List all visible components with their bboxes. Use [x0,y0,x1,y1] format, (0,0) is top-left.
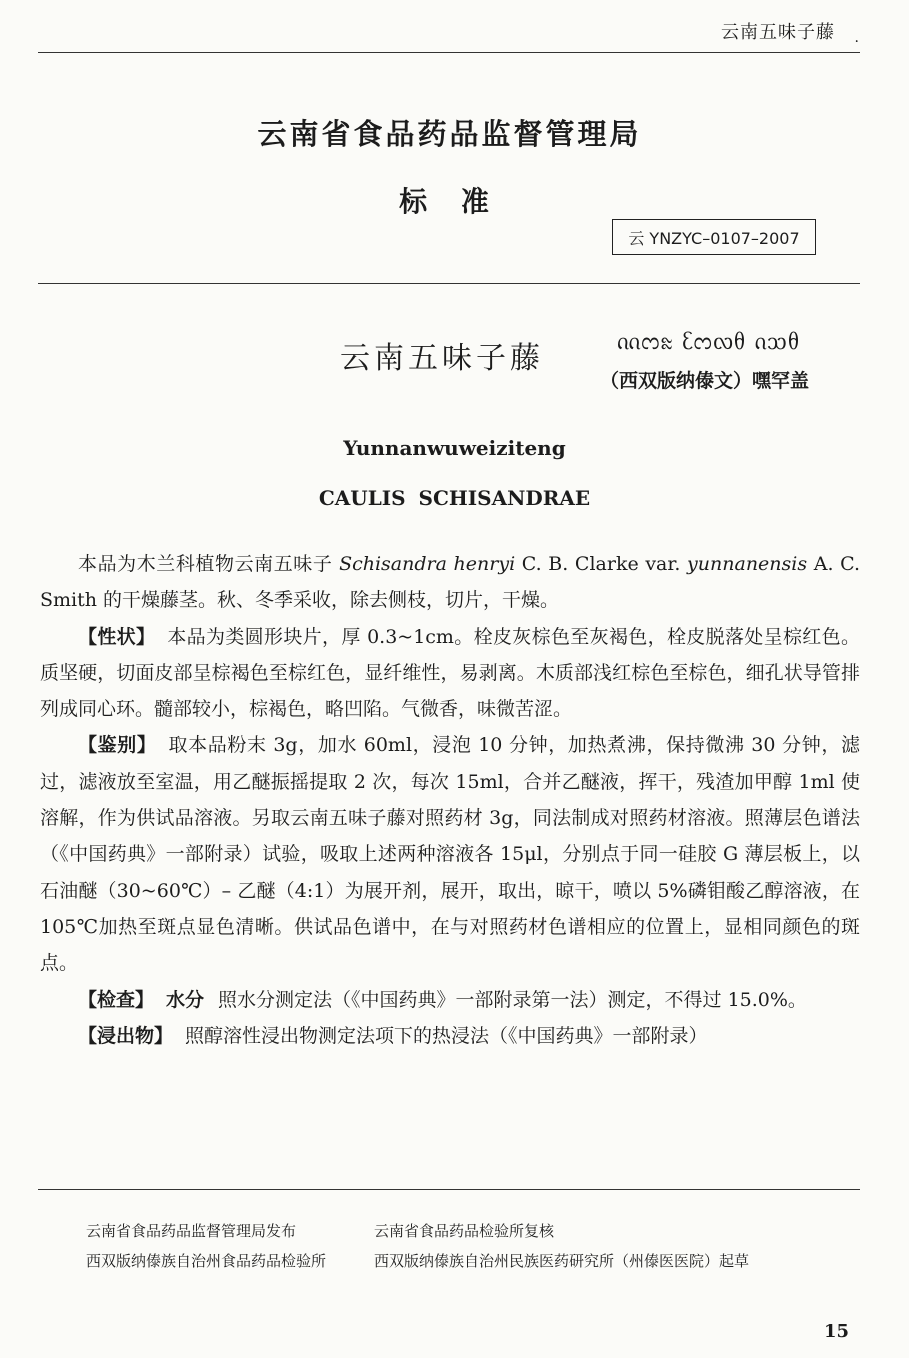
footer-reviewed-by: 云南省食品药品检验所复核 [374,1222,555,1240]
footer-rule [38,1189,860,1190]
header-mark: . [854,30,859,46]
inspection-label: 【检查】 [78,988,155,1011]
identification-label: 【鉴别】 [78,734,157,757]
properties-text: 本品为类圆形块片，厚 0.3~1cm。栓皮灰棕色至灰褐色，栓皮脱落处呈棕红色。质坚硬，切面皮部呈棕褐色至棕红色，显纤维性，易剥离。木质部浅红棕色至棕色，细孔状导管排列成同心环。髓部较小，棕褐色，略凹陷。气微香，味微苦涩。 [40,625,860,721]
footer-issued-by: 云南省食品药品监督管理局发布 [86,1222,297,1240]
extract-label: 【浸出物】 [78,1024,174,1047]
page-number: 15 [824,1321,850,1342]
inspection-text: 照水分测定法（《中国药典》一部附录第一法）测定，不得过 15.0%。 [218,988,807,1011]
extract-paragraph [40,1018,860,1054]
standard-code: 云 YNZYC–0107–2007 [628,228,800,248]
variety-name: yunnanensis [687,553,808,575]
drug-name-dai-script: ᦶᦂᦰ ᦷᦂᦟᦲ ᦵᦉᦲ [617,327,801,355]
intro-text-1: 本品为木兰科植物云南五味子 [78,553,333,575]
identification-paragraph [40,727,860,981]
intro-text-2: C. B. Clarke var. [521,553,681,575]
running-header: 云南五味子藤 [721,22,835,43]
footer-drafted-by-1: 西双版纳傣族自治州食品药品检验所 [86,1252,327,1270]
species-name: Schisandra henryi [339,553,516,575]
standard-code-box [612,219,816,255]
standard-label: 标 准 [399,185,501,218]
intro-paragraph [40,546,860,619]
drug-name-pinyin: Yunnanwuweiziteng [343,436,566,460]
properties-paragraph [40,619,860,728]
issuing-authority: 云南省食品药品监督管理局 [257,117,642,151]
footer-drafted-by-2: 西双版纳傣族自治州民族医药研究所（州傣医医院）起草 [374,1252,750,1270]
properties-label: 【性状】 [78,625,156,648]
drug-name-dai-note: （西双版纳傣文）嘿罕盖 [600,370,810,392]
intro-text-3: A. C. Smith 的干燥藤茎。秋、冬季采收，除去侧枝，切片，干燥。 [40,553,861,612]
title-rule [38,283,860,284]
extract-text: 照醇溶性浸出物测定法项下的热浸法（《中国药典》一部附录） [185,1024,708,1047]
identification-text: 取本品粉末 3g，加水 60ml，浸泡 10 分钟，加热煮沸，保持微沸 30 分钟，滤过，滤液放至室温，用乙醚振摇提取 2 次，每次 15ml，合并乙醚液，挥干，残渣加甲醇 1ml 使溶解，作为供试品溶液。另取云南五味子藤对照药材 3g，同法制成对照药材溶液。照薄层色谱法（《中国药典》一部附录）试验，吸取上述两种溶液各 15μl，分别点于同一硅胶 G 薄层板上，以石油醚（30~60℃）– 乙醚（4:1）为展开剂，展开，取出，晾干，喷以 5%磷钼酸乙醇溶液，在 105℃加热至斑点显色清晰。供试品色谱中，在与对照药材色谱相应的位置上，显相同颜色的斑点。 [40,734,860,975]
inspection-paragraph [40,982,860,1018]
drug-name-latin: CAULIS SCHISANDRAE [318,486,591,510]
moisture-label: 水分 [166,988,205,1011]
drug-name-cn: 云南五味子藤 [340,341,544,376]
monograph-body [40,546,860,1054]
header-rule [38,52,860,53]
